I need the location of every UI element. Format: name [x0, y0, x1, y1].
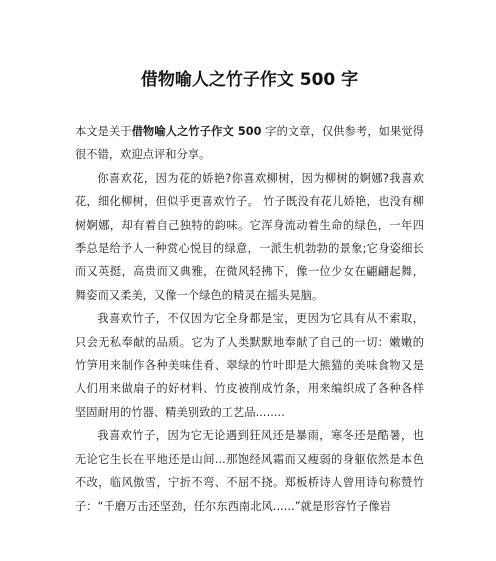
intro-paragraph: [75, 120, 424, 167]
document-title: 借物喻人之竹子作文 500 字: [140, 70, 359, 90]
intro-prefix: 本文是关于: [75, 125, 132, 138]
body-paragraph-3: 我喜欢竹子，因为它无论遇到狂风还是暴雨，寒冬还是酷暑，也无论它生长在平地还是山间...那饱经风霜而又瘦弱的身躯依然是本色不改，临风傲雪，宁折不弯、不屈不挠。郑板桥诗人曾用诗句称赞竹子：“千磨万击还坚劲，任尔东西南北风......”就是形容竹子像岩: [75, 429, 424, 513]
body-paragraph-1: 你喜欢花，因为花的娇艳?你喜欢柳树，因为柳树的婀娜?我喜欢花，细化柳树，但似乎更喜欢竹子。 竹子既没有花儿娇艳，也没有柳树婀娜，却有着自己独特的韵味。它浑身流动着生命的绿色，一年四季总是给予人一种赏心悦目的绿意，一派生机勃勃的景象;它身姿细长而又英挺，高贵而又典雅，在微风轻拂下，像一位少女在翩翩起舞，舞姿而又柔美，又像一个绿色的精灵在摇头晃脑。: [75, 171, 424, 302]
intro-suffix: 字的文章，仅供参考，如果觉得很不错，欢迎点评和分享。: [75, 125, 424, 162]
body-paragraph-2: 我喜欢竹子，不仅因为它全身都是宝，更因为它具有从不索取，只会无私奉献的品质。它为了人类默默地奉献了自己的一切：嫩嫩的竹笋用来制作各种美味佳肴、翠绿的竹叶即是大熊猫的美味食物又是人们用来做扇子的好材料、竹皮被削成竹条，用来编织成了各种各样坚固耐用的竹器、精美别致的工艺品........: [75, 312, 424, 419]
intro-bold-topic: 借物喻人之竹子作文 500: [131, 125, 262, 138]
